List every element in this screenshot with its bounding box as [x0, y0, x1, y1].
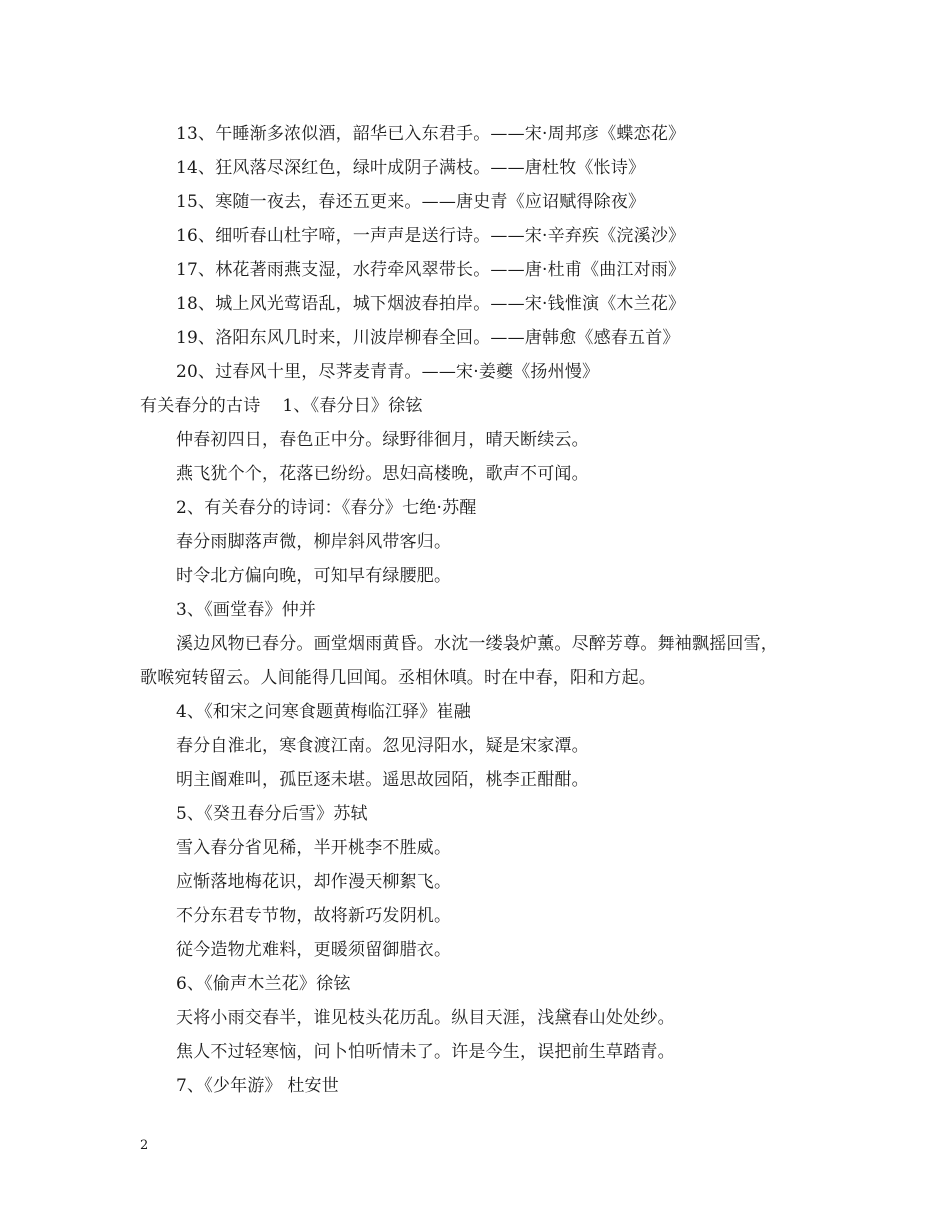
wrapped-paragraph — [140, 627, 830, 695]
paragraph-line-second: 歌喉宛转留云。人间能得几回闻。丞相休嗔。时在中春，阳和方起。 — [140, 668, 656, 688]
poem-line: 燕飞犹个个，花落已纷纷。思妇高楼晚，歌声不可闻。 — [176, 464, 589, 484]
quote-line-14: 14、狂风落尽深红色，绿叶成阴子满枝。——唐杜牧《怅诗》 — [176, 158, 646, 178]
poem-line: 春分自淮北，寒食渡江南。忽见浔阳水，疑是宋家潭。 — [176, 736, 589, 756]
poem-title-6: 6、《偷声木兰花》徐铉 — [176, 974, 351, 994]
page-number: 2 — [140, 1138, 149, 1153]
poem-title-1: 1、《春分日》徐铉 — [282, 396, 423, 416]
poem-line: 时令北方偏向晚，可知早有绿腰肥。 — [176, 566, 452, 586]
poem-line: 仲春初四日，春色正中分。绿野徘徊月，晴天断续云。 — [176, 430, 589, 450]
poem-title-5: 5、《癸丑春分后雪》苏轼 — [176, 804, 368, 824]
poem-line: 明主阍难叫，孤臣逐未堪。遥思故园陌，桃李正酣酣。 — [176, 770, 589, 790]
poems-block-b — [140, 695, 830, 1103]
section-heading — [140, 389, 830, 423]
poems-block-a — [140, 423, 830, 627]
poem-line: 焦人不过轻寒恼，问卜怕听情未了。许是今生，误把前生草踏青。 — [176, 1042, 675, 1062]
poem-line: 应惭落地梅花识，却作漫天柳絮飞。 — [176, 872, 452, 892]
document-body — [140, 117, 830, 1103]
quote-line-20: 20、过春风十里，尽荠麦青青。——宋·姜夔《扬州慢》 — [176, 362, 600, 382]
quote-line-17: 17、林花著雨燕支湿，水荇牵风翠带长。——唐·杜甫《曲江对雨》 — [176, 260, 686, 280]
quote-line-15: 15、寒随一夜去，春还五更来。——唐史青《应诏赋得除夜》 — [176, 192, 646, 212]
quote-line-19: 19、洛阳东风几时来，川波岸柳春全回。——唐韩愈《感春五首》 — [176, 328, 680, 348]
quote-line-18: 18、城上风光莺语乱，城下烟波春拍岸。——宋·钱惟演《木兰花》 — [176, 294, 686, 314]
poem-title-7: 7、《少年游》 杜安世 — [176, 1076, 339, 1096]
poem-line: 不分东君专节物，故将新巧发阴机。 — [176, 906, 452, 926]
poem-title-2: 2、有关春分的诗词：《春分》七绝·苏醒 — [176, 498, 477, 518]
poem-line: 雪入春分省见稀，半开桃李不胜威。 — [176, 838, 452, 858]
paragraph-line-first: 溪边风物已春分。画堂烟雨黄昏。水沈一缕袅炉薰。尽醉芳尊。舞袖飘摇回雪， — [176, 634, 778, 654]
poem-title-3: 3、《画堂春》仲并 — [176, 600, 317, 620]
poem-line: 天将小雨交春半，谁见枝头花历乱。纵目天涯，浅黛春山处处纱。 — [176, 1008, 675, 1028]
section-title: 有关春分的古诗 — [140, 396, 261, 416]
poem-title-4: 4、《和宋之问寒食题黄梅临江驿》崔融 — [176, 702, 471, 722]
quote-line-16: 16、细听春山杜宇啼，一声声是送行诗。——宋·辛弃疾《浣溪沙》 — [176, 226, 686, 246]
poem-line: 春分雨脚落声微，柳岸斜风带客归。 — [176, 532, 452, 552]
quote-line-13: 13、午睡渐多浓似酒，韶华已入东君手。——宋·周邦彦《蝶恋花》 — [176, 124, 686, 144]
quote-list — [140, 117, 830, 389]
poem-line: 従今造物尤难料，更暖须留御腊衣。 — [176, 940, 452, 960]
